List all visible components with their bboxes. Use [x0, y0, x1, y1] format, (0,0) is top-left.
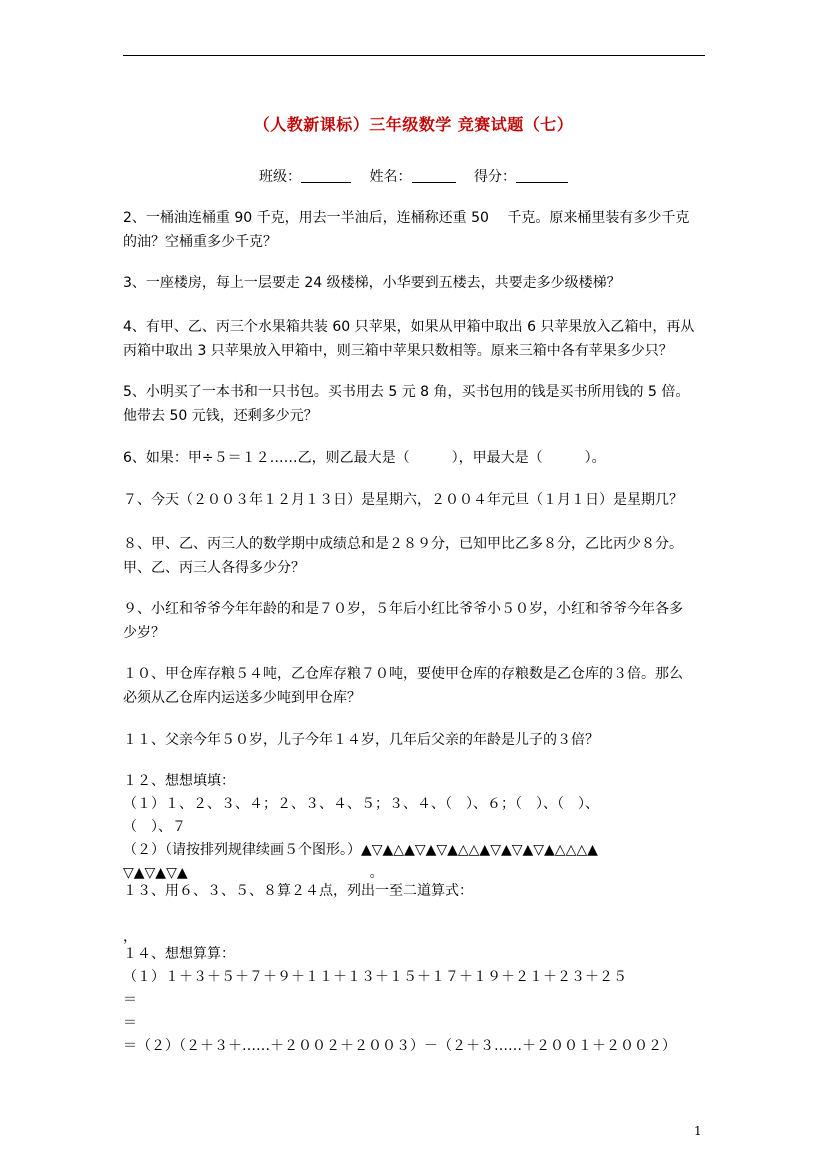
question-10 [123, 662, 708, 710]
question-line: ＝ [123, 1015, 137, 1031]
question-line: ７、今天（２００３年１２月１３日）是星期六，２００４年元旦（１月１日）是星期几？ [123, 492, 683, 508]
page-number: 1 [694, 1124, 702, 1138]
question-line: １０、甲仓库存粮５４吨，乙仓库存粮７０吨，要使甲仓库的存粮数是乙仓库的３倍。那么 [123, 666, 683, 682]
question-line: ９、小红和爷爷今年年龄的和是７０岁，５年后小红比爷爷小５０岁，小红和爷爷今年各多 [123, 601, 683, 617]
question-7 [123, 488, 708, 512]
question-line: 5、小明买了一本书和一只书包。买书用去 5 元 8 角，买书包用的钱是买书所用钱的 5 倍。 [123, 384, 690, 400]
name-blank [412, 168, 456, 183]
question-line: 丙箱中取出 3 只苹果放入甲箱中，则三箱中苹果只数相等。原来三箱中各有苹果多少只？ [123, 343, 673, 359]
question-line: 6、如果：甲÷５＝１２……乙，则乙最大是（ ），甲最大是（ ）。 [123, 450, 606, 466]
question-line: ＝ [123, 992, 137, 1008]
question-line: （ ）、７ [123, 819, 186, 835]
question-line: １３、用６、３、５、８算２４点，列出一至二道算式： [123, 883, 473, 899]
header-rule [123, 55, 705, 56]
question-line: 少岁？ [123, 625, 165, 641]
question-line: １４、想想算算： [123, 946, 235, 962]
question-line: 的油？空桶重多少千克？ [123, 234, 277, 250]
page-title: （人教新课标）三年级数学 竞赛试题（七） [253, 115, 574, 134]
question-9 [123, 597, 708, 645]
pattern-line: （２）（请按排列规律续画５个图形。）▲▽▲△▲▽▲▽▲△△▲▽▲▽▲▽▲△△△▲ [123, 842, 598, 858]
question-11 [123, 728, 708, 752]
answer-space [123, 903, 708, 926]
question-12 [123, 770, 708, 885]
question-line: ， [123, 929, 137, 945]
question-3 [123, 271, 708, 295]
question-line: （１）１、２、３、４；２、３、４、５；３、４、（ ）、６；（ ）、（ ）、 [123, 796, 599, 812]
class-blank [301, 168, 351, 183]
question-4 [123, 315, 708, 363]
question-14 [123, 943, 708, 1058]
class-label: 班级： [259, 169, 302, 185]
question-5 [123, 380, 708, 428]
student-info-line [0, 166, 827, 186]
question-13 [123, 880, 708, 949]
question-line: （１）１＋３＋５＋７＋９＋１１＋１３＋１５＋１７＋１９＋２１＋２３＋２５ [123, 969, 627, 985]
question-8 [123, 532, 708, 580]
question-line: ８、甲、乙、丙三人的数学期中成绩总和是２８９分，已知甲比乙多８分，乙比丙少８分。 [123, 536, 683, 552]
pattern-line: ▽▲▽▲▽▲ 。 [123, 865, 384, 881]
score-blank [516, 168, 568, 183]
name-label: 姓名： [369, 169, 412, 185]
question-line: 甲、乙、丙三人各得多少分？ [123, 560, 305, 576]
question-line: １２、想想填填： [123, 773, 235, 789]
question-line: ＝（２）（２＋３＋……＋２００２＋２００３）－（２＋３……＋２００１＋２００２） [123, 1038, 676, 1054]
question-line: 2、一桶油连桶重 90 千克，用去一半油后，连桶称还重 50 千克。原来桶里装有多少千克 [123, 210, 690, 226]
question-line: 必须从乙仓库内运送多少吨到甲仓库？ [123, 690, 361, 706]
question-6 [123, 446, 708, 470]
question-2 [123, 206, 708, 254]
question-line: 4、有甲、乙、丙三个水果箱共装 60 只苹果，如果从甲箱中取出 6 只苹果放入乙箱中，再从 [123, 319, 695, 335]
question-line: １１、父亲今年５０岁，儿子今年１４岁，几年后父亲的年龄是儿子的３倍？ [123, 732, 599, 748]
question-line: 3、一座楼房，每上一层要走 24 级楼梯，小华要到五楼去，共要走多少级楼梯？ [123, 275, 621, 291]
question-line: 他带去 50 元钱，还剩多少元？ [123, 408, 318, 424]
score-label: 得分： [473, 169, 516, 185]
